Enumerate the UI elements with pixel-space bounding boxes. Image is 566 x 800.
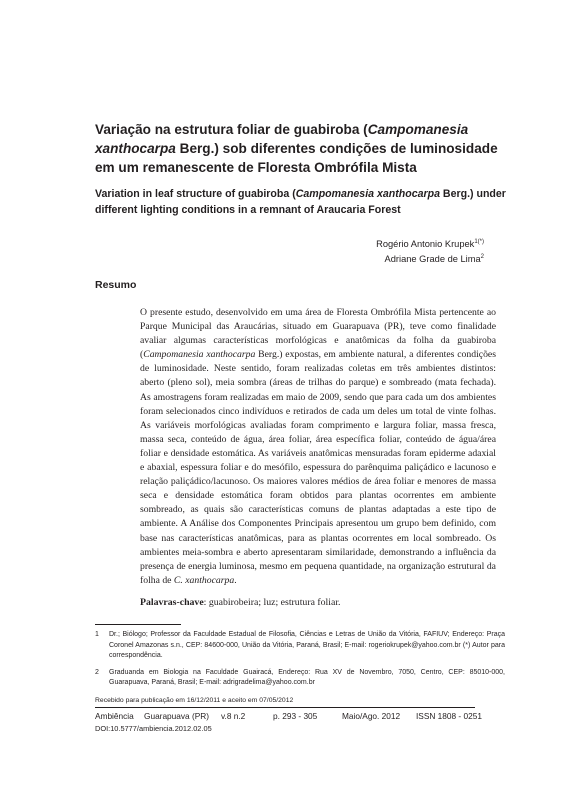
keywords <box>140 597 496 608</box>
author-1 <box>376 237 484 252</box>
footnote-2-text: Graduanda em Biologia na Faculdade Guairacá, Endereço: Rua XV de Novembro, 7050, Centro, CEP: 85010-000, Guarapuava, Paraná, Brasil; E-mail: adrigradelima@yahoo.com.br <box>109 668 505 686</box>
footnote-2-number: 2 <box>95 668 99 676</box>
abstract-text-1: O presente estudo, desenvolvido em uma área de Floresta Ombrófila Mista pertencente ao Parque Municipal das Araucárias, situado em Guarapuava (PR), teve como finalidade avaliar algumas características morfológicas e anatômicas da folha da guabiroba ( <box>140 307 496 361</box>
author-list <box>376 237 484 267</box>
author-1-name: Rogério Antonio Krupek <box>376 239 475 249</box>
footer-date: Maio/Ago. 2012 <box>342 711 401 721</box>
author-2-sup: 2 <box>480 254 484 260</box>
doi: DOI:10.5777/ambiencia.2012.02.05 <box>95 724 212 733</box>
title-en-part2: Berg.) under different lighting conditions in a remnant of Araucaria Forest <box>95 188 506 216</box>
footer-divider <box>95 707 475 708</box>
title-pt-part1: Variação na estrutura foliar de guabiroba ( <box>95 122 368 137</box>
footnote-1-number: 1 <box>95 631 99 638</box>
abstract-text-2: Berg.) expostas, em ambiente natural, a diferentes condições de luminosidade. Neste sentido, foram realizadas coletas em três ambientes distintos: aberto (pleno sol), meia sombra (áreas de trilhas do parque) e sombreado (mata fechada). As amostragens foram realizadas em maio de 2009, sendo que para cada um dos ambientes foram selecionados cinco indivíduos e retirados de cada um deles um total de vinte folhas. As variáveis morfológicas avaliadas foram comprimento e largura foliar, massa fresca, massa seca, conteúdo de água, área foliar, área específica foliar, conteúdo de água/área foliar e densidade estomática. As variáveis anatômicas mensuradas foram epiderme adaxial e abaxial, espessura foliar e do mesófilo, espessura do parênquima paliçádico e lacunoso e relação paliçádico/lacunoso. Os maiores valores médios de área foliar e menores de massa seca e densidade estomática foram obtidos para plantas ocorrentes em ambiente sombreado, as quais são características comuns de plantas adaptadas a este tipo de ambiente. A Análise dos Componentes Principais apresentou um grupo bem definido, com base nas características anatômicas, para as plantas ocorrentes em local sombreado. Os ambientes meia-sombra e aberto apresentaram similaridade, demonstrando a influência da presença de energia luminosa, mesmo em pequena quantidade, na organização estrutural da folha de <box>140 349 496 586</box>
title-pt-part2: Berg.) sob diferentes condições de luminosidade em um remanescente de Floresta Ombrófila Mista <box>95 141 498 175</box>
abstract-text-3: . <box>234 574 237 586</box>
footer-journal: Ambiência <box>95 711 134 721</box>
footer-city: Guarapuava (PR) <box>144 711 210 721</box>
abstract-paragraph <box>140 306 496 588</box>
keywords-text: : guabirobeira; luz; estrutura foliar. <box>203 597 341 608</box>
resumo-heading: Resumo <box>95 279 137 291</box>
author-2-name: Adriane Grade de Lima <box>384 254 481 264</box>
footnotes <box>95 630 505 695</box>
footnote-2 <box>95 668 505 689</box>
abstract-species: Campomanesia xanthocarpa <box>143 349 256 361</box>
footnote-1-text: Dr.; Biólogo; Professor da Faculdade Estadual de Filosofia, Ciências e Letras de União da Vitória, FAFIUV; Endereço: Praça Coronel Amazonas s.n., CEP: 84600-000, União da Vitória, Paraná, Brasil; E-mail: rogeriokrupek@yahoo.com.br (*) Autor para correspondência. <box>109 631 505 659</box>
footer-pages: p. 293 - 305 <box>273 711 318 721</box>
title-pt-species: Campomanesia xanthocarpa <box>95 122 469 156</box>
title-en-species: Campomanesia xanthocarpa <box>295 188 440 200</box>
author-2 <box>376 252 484 267</box>
abstract-body <box>140 306 496 588</box>
title-portuguese <box>95 120 507 177</box>
footnote-divider <box>95 624 181 625</box>
title-english <box>95 187 525 218</box>
footnote-1 <box>95 630 505 662</box>
title-en-part1: Variation in leaf structure of guabiroba ( <box>95 188 296 200</box>
keywords-label: Palavras-chave <box>140 597 204 608</box>
author-1-sup: 1(*) <box>474 239 484 245</box>
abstract-species-abbrev: C. xanthocarpa <box>173 574 235 586</box>
footer-issn: ISSN 1808 - 0251 <box>416 711 482 721</box>
received-note: Recebido para publicação em 16/12/2011 e aceito em 07/05/2012 <box>95 697 294 704</box>
footer-volume: v.8 n.2 <box>221 711 246 721</box>
